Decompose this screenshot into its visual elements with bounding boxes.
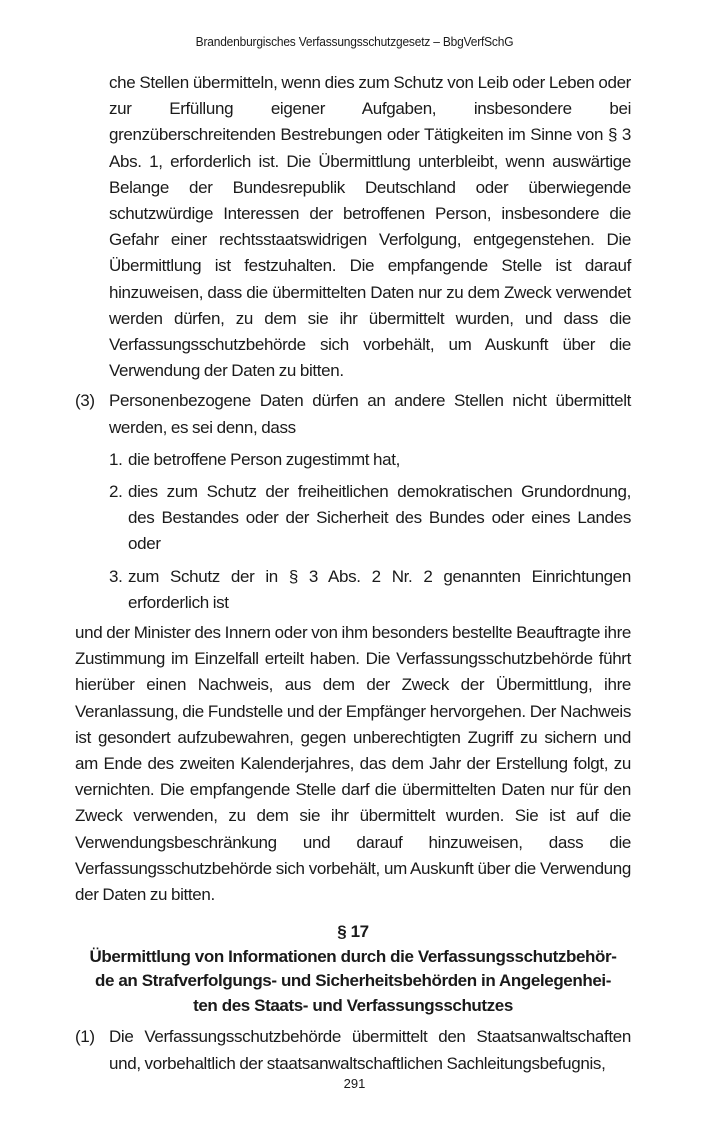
list-item-number: 3. — [109, 566, 123, 586]
paragraph-number: (3) — [75, 391, 95, 411]
paragraph-text: Die Verfassungsschutzbehörde übermittelt den Staatsanwaltschaften und, vorbehaltlich der staatsanwaltschaftlichen Sachleitungsbefugnis, — [109, 1027, 631, 1073]
list-item — [109, 564, 631, 616]
list-item-number: 2. — [109, 482, 123, 502]
continuation-paragraph: che Stellen übermitteln, wenn dies zum Schutz von Leib oder Leben oder zur Erfüllung eigener Aufgaben, insbesondere bei grenzüberschreitenden Bestrebungen oder Tätigkeiten im Sinne von § 3 Abs. 1, erforderlich ist. Die Übermittlung unterbleibt, wenn auswärtige Belange der Bundesrepublik Deutschland oder überwiegende schutzwürdige Interessen der betroffenen Person, insbesondere die Gefahr einer rechtsstaatswidrigen Verfolgung, entgegenstehen. Die Übermittlung ist festzuhalten. Die empfangende Stelle ist darauf hinzuweisen, dass die übermittelten Daten nur zu dem Zweck verwendet werden dürfen, zu dem sie ihr übermittelt wurden, und dass die Verfassungsschutzbehörde sich vorbehält, um Auskunft über die Verwendung der Daten zu bitten. — [109, 73, 631, 381]
list-item-text: dies zum Schutz der freiheitlichen demokratischen Grundordnung, des Bestandes oder der Sicherheit des Bundes oder eines Landes oder — [128, 482, 631, 554]
section-title-line: de an Strafverfolgungs- und Sicherheitsbehörden in Angelegenhei- — [95, 971, 611, 991]
paragraph-3-continuation: und der Minister des Innern oder von ihm besonders bestellte Beauftragte ihre Zustimmung im Einzelfall erteilt haben. Die Verfassungsschutzbehörde führt hierüber einen Nachweis, aus dem der Zweck der Übermittlung, ihre Veranlassung, die Fundstelle und der Empfänger hervorgehen. Der Nachweis ist gesondert aufzubewahren, gegen unberechtigten Zugriff zu sichern und am Ende des zweiten Kalenderjahres, das dem Jahr der Erstellung folgt, zu vernichten. Die empfangende Stelle darf die übermittelten Daten nur für den Zweck verwenden, zu dem sie ihr übermittelt wurden. Sie ist auf die Verwendungsbeschränkung und darauf hinzuweisen, dass die Verfassungsschutzbehörde sich vorbehält, um Auskunft über die Verwendung der Daten zu bitten. — [75, 623, 631, 905]
section-title-line: Übermittlung von Informationen durch die Verfassungsschutzbehör- — [89, 946, 617, 966]
section-heading — [75, 920, 631, 1018]
paragraph-text: Personenbezogene Daten dürfen an andere Stellen nicht übermittelt werden, es sei denn, dass — [109, 391, 631, 437]
list-item-number: 1. — [109, 449, 123, 469]
page-body — [75, 70, 631, 1077]
page-number: 291 — [343, 1076, 366, 1091]
section-title-line: ten des Staats- und Verfassungsschutzes — [193, 995, 513, 1015]
list-item-text: die betroffene Person zugestimmt hat, — [128, 449, 401, 469]
running-header: Brandenburgisches Verfassungsschutzgesetz – BbgVerfSchG — [195, 34, 514, 49]
numbered-list — [109, 447, 631, 616]
list-item — [109, 447, 631, 473]
paragraph-number: (1) — [75, 1027, 95, 1047]
paragraph-3 — [75, 388, 631, 440]
list-item — [109, 479, 631, 558]
section-17-paragraph-1 — [75, 1024, 631, 1076]
section-number: § 17 — [337, 922, 369, 942]
list-item-text: zum Schutz der in § 3 Abs. 2 Nr. 2 genannten Einrichtungen erforderlich ist — [128, 566, 631, 612]
